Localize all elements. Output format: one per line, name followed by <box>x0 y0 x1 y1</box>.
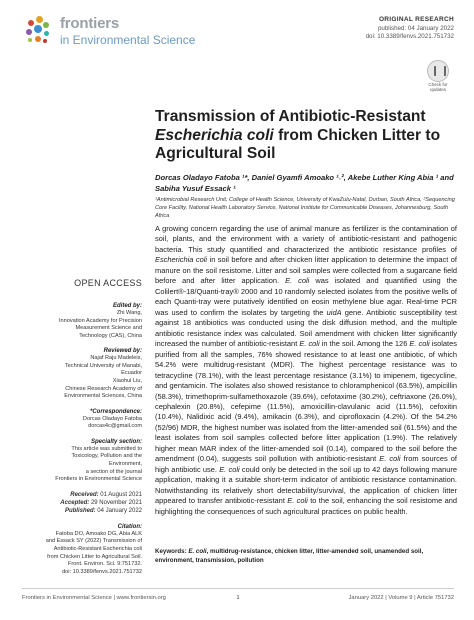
citation: Citation: Fatoba DO, Amoako DG, Abia ALK and Essack SY (2022) Transmission of Antibiotic-Resistant Escherichia coli from Chicken Litter to Agricultural Soil. Front. Environ. Sci. 9:751732. doi: 10.3389/fenvs.2021.751732 <box>22 523 142 576</box>
keyword-ecoli: E. coli <box>188 548 207 555</box>
correspondence-email-link[interactable]: dorcas4c@gmail.com <box>88 423 142 430</box>
article-title <box>155 108 455 164</box>
keywords-rest: , multidrug-resistance, chicken litter, litter-amended soil, unamended soil, environment, transmission, pollution <box>155 548 424 565</box>
article-meta <box>366 16 454 41</box>
correspondence: *Correspondence: Dorcas Oladayo Fatoba dorcas4c@gmail.com <box>22 408 142 431</box>
journal-name: in Environmental Science <box>60 33 196 47</box>
check-updates-button[interactable] <box>426 60 450 93</box>
specialty-section: Specialty section: This article was submitted to Toxicology, Pollution and the Environment, a section of the journal Frontiers in Environmental Science <box>55 438 142 483</box>
brand-name: frontiers <box>60 15 120 32</box>
article-type: ORIGINAL RESEARCH <box>378 16 454 23</box>
edited-by: Edited by: Zhi Wang, Innovation Academy for Precision Measurement Science and Technology (CAS), China <box>58 303 142 339</box>
article-sidebar <box>22 278 142 583</box>
page-header <box>22 14 454 54</box>
affiliations: ¹Antimicrobial Research Unit, College of Health Science, University of KwaZulu-Natal, Durban, South Africa, ²Sequencing Core Facility, National Health Laboratory Service, National Institute for Communicable Diseases, Johannesburg, South Africa <box>155 197 455 220</box>
title-species: Escherichia coli <box>155 126 274 144</box>
keywords <box>155 547 455 566</box>
check-updates-label: Check for updates <box>428 82 448 92</box>
authors-line-2[interactable]: Sabiha Yusuf Essack ¹ <box>155 184 236 193</box>
page-footer <box>22 588 454 601</box>
title-line-2: from Chicken Litter to <box>273 126 441 144</box>
dates: Received: 01 August 2021 Accepted: 29 November 2021 Published: 04 January 2022 <box>60 491 142 515</box>
footer-journal-link[interactable]: Frontiers in Environmental Science | www.frontiersin.org <box>22 595 166 601</box>
reviewed-by: Reviewed by: Najaf Raju Madeleis, Technical University of Manabi, Ecuador Xiaohui Liu, Chinese Research Academy of Environmental Sciences, China <box>64 348 142 400</box>
citation-doi-link[interactable]: doi: 10.3389/fenvs.2021.751732 <box>62 568 142 575</box>
authors-line-1[interactable]: Dorcas Oladayo Fatoba ¹*, Daniel Gyamfi Amoako ¹˒², Akebe Luther King Abia ¹ and <box>155 173 454 182</box>
frontiers-logo[interactable] <box>22 14 195 48</box>
title-line-3: Agricultural Soil <box>155 145 276 163</box>
title-line-1: Transmission of Antibiotic-Resistant <box>155 108 426 125</box>
frontiers-logo-icon <box>22 14 56 48</box>
author-list <box>155 172 455 194</box>
check-updates-icon <box>427 60 449 82</box>
footer-issue-info: January 2022 | Volume 9 | Article 751732 <box>348 595 454 601</box>
doi-link[interactable]: doi: 10.3389/fenvs.2021.751732 <box>365 33 454 41</box>
keywords-label: Keywords: <box>155 548 189 555</box>
page-number: 1 <box>236 595 240 601</box>
abstract: A growing concern regarding the use of animal manure as fertilizer is the contamination of soil, plants, and the environment with a variety of antibiotic-resistant and pathogenic bacteria. This study quantified and characterized the antibiotic resistance profiles of Escherichia coli in soil before and after chicken litter application to determine the impact of manure on the soil resistome. Litter and soil samples were collected from a sugarcane field before and after litter application. E. coli was isolated and quantified using the Colilert®-18/Quanti-tray® 2000 and 10 randomly selected isolates from the positive wells of each Quanti-tray were putatively identified on eosin methylene blue agar. Real-time PCR was used to confirm the isolates by targeting the uidA gene. Antibiotic susceptibility test against 18 antibiotics was conducted using the disk diffusion method, and the multiple antibiotic resistance index was calculated. Soil amendment with chicken litter significantly increased the number of antibiotic-resistant E. coli in the soil. Among the 126 E. coli isolates purified from all the samples, 76% showed resistance to at least one antibiotic, of which 54.2% were multidrug-resistant (MDR). The highest percentage resistance was to tetracycline (78.1%), with the least percentage resistance (3.1%) to imipenem, tigecycline, and gentamicin. The isolates also showed resistance to chloramphenicol (63.5%), ampicillin (58.3%), trimethoprim-sulfamethoxazole (39.6%), cefotaxime (30.2%), ceftriaxone (26.0%), cephalexin (20.8%), cefepime (11.5%), amoxicillin-clavulanic acid (11.5%), cefoxitin (10.4%), Nalidixic acid (9.4%), amikacin (6.3%), and ciprofloxacin (4.2%). Of the 54.2% (52/96) MDR, the highest number was isolated from the litter-amended soil (61.5%) and the least isolates from soil samples collected before litter application (1.9%). The relatively higher mean MAR index of the litter-amended soil (0.14), compared to the soil before the amendment (0.04), suggests soil pollution with antibiotic-resistant E. coli from sources of high antibiotic use. E. coli could only be detected in the soil up to 42 days following manure application, making it a suitable short-term indicator of antibiotic resistance contamination. Notwithstanding its relatively short detectability/survival, the application of chicken litter appeared to transfer antibiotic-resistant E. coli to the soil, enhancing the soil resistome and highlighting the consequences of such agricultural practices on public health. <box>155 224 458 516</box>
open-access-badge: OPEN ACCESS <box>74 278 142 288</box>
published-date: published: 04 January 2022 <box>377 24 454 32</box>
